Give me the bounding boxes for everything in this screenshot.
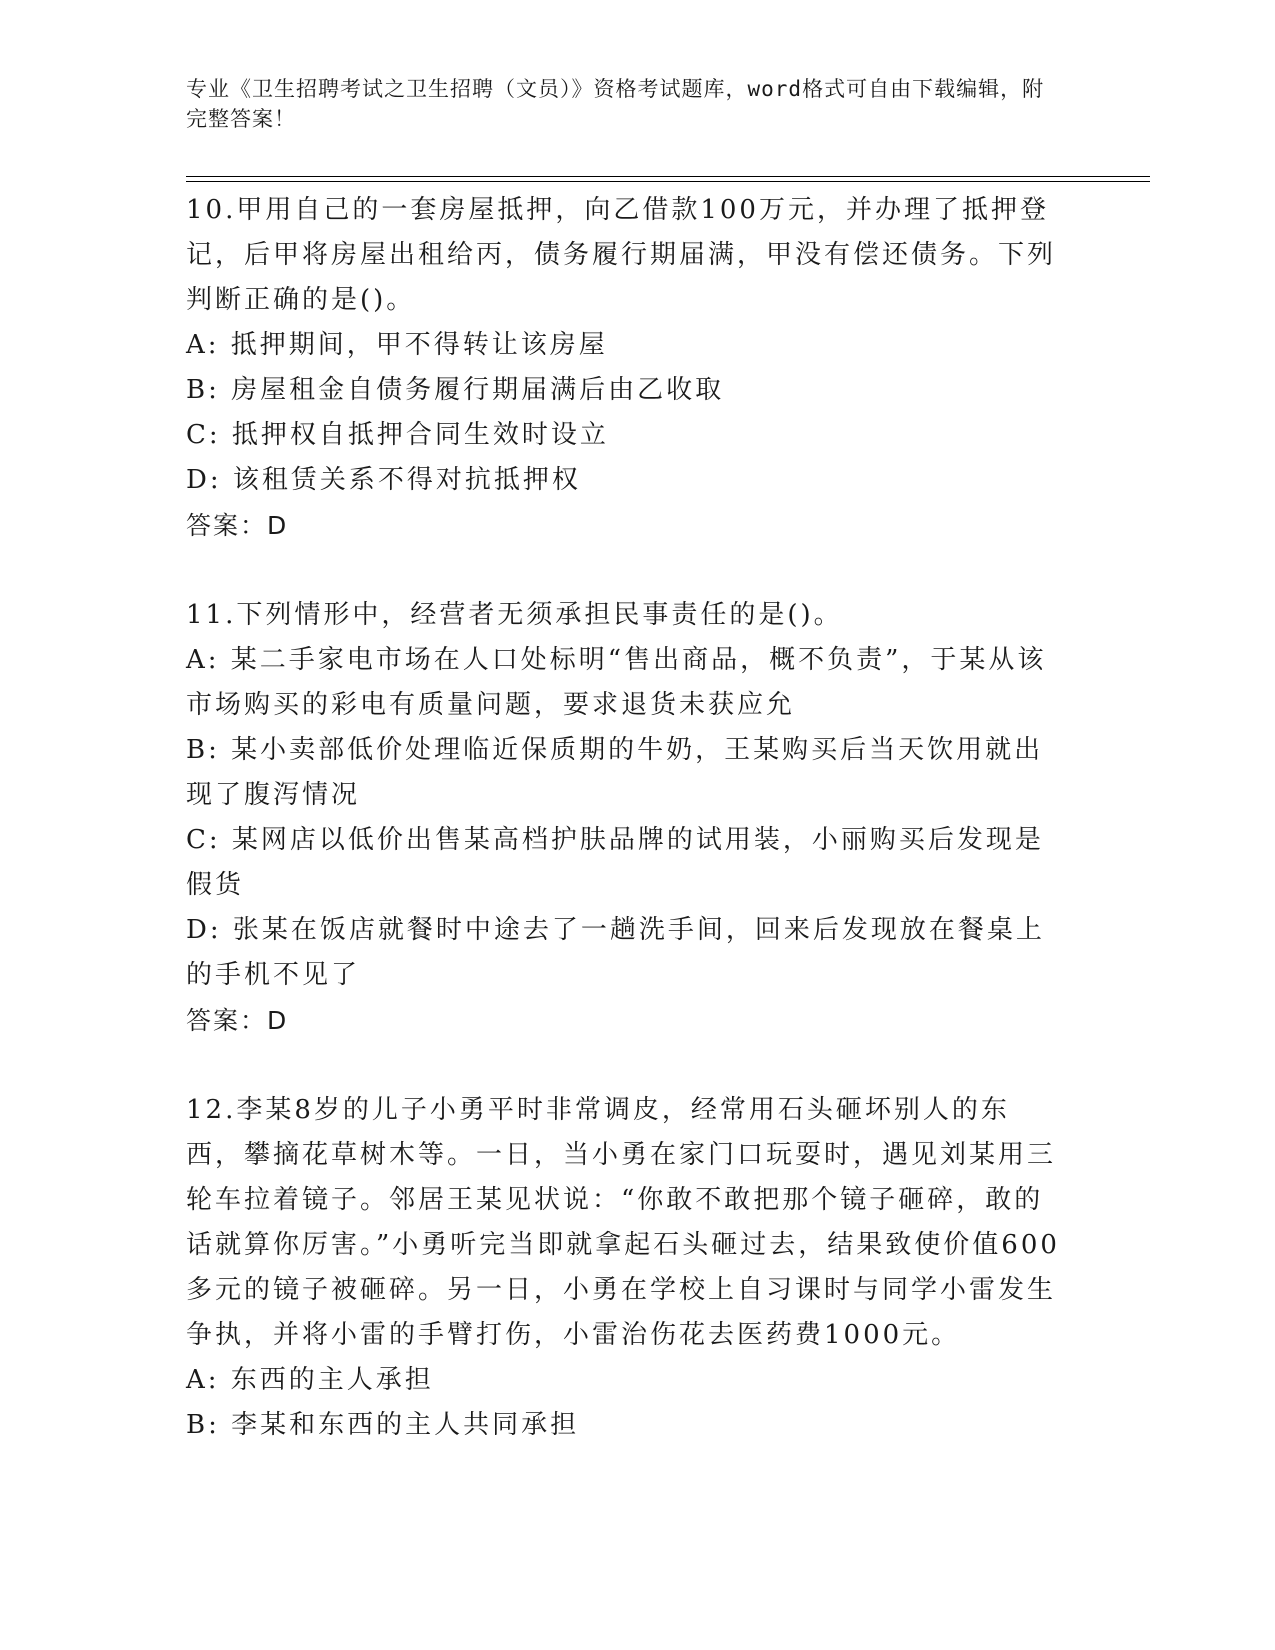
answer-line: 答案：D (186, 511, 289, 540)
option-a: A: 东西的主人承担 (186, 1365, 434, 1395)
option-a: A: 某二手家电市场在人口处标明“售出商品，概不负责”，于某从该市场购买的彩电有质量问题，要求退货未获应允 (186, 645, 1047, 720)
option-c: C: 抵押权自抵押合同生效时设立 (186, 420, 609, 450)
question-text: 12.李某8岁的儿子小勇平时非常调皮，经常用石头砸坏别人的东西，攀摘花草树木等。一日，当小勇在家门口玩耍时，遇见刘某用三轮车拉着镜子。邻居王某见状说：“你敢不敢把那个镜子砸碎，敢的话就算你厉害。”小勇听完当即就拿起石头砸过去，结果致使价值600多元的镜子被砸碎。另一日，小勇在学校上自习课时与同学小雷发生争执，并将小雷的手臂打伤，小雷治伤花去医药费1000元。 (186, 1095, 1060, 1350)
question-list (186, 188, 1066, 1448)
question-10 (186, 188, 1066, 548)
question-spacer (186, 548, 1066, 593)
question-text: 11.下列情形中，经营者无须承担民事责任的是()。 (186, 600, 843, 630)
header-divider-top (186, 176, 1150, 177)
question-11 (186, 593, 1066, 1043)
option-d: D: 张某在饭店就餐时中途去了一趟洗手间，回来后发现放在餐桌上的手机不见了 (186, 915, 1045, 990)
answer-line: 答案：D (186, 1006, 289, 1035)
question-12 (186, 1088, 1066, 1448)
option-b: B: 某小卖部低价处理临近保质期的牛奶，王某购买后当天饮用就出现了腹泻情况 (186, 735, 1044, 810)
option-b: B: 李某和东西的主人共同承担 (186, 1410, 580, 1440)
option-c: C: 某网店以低价出售某高档护肤品牌的试用装，小丽购买后发现是假货 (186, 825, 1044, 900)
option-b: B: 房屋租金自债务履行期届满后由乙收取 (186, 375, 725, 405)
option-d: D: 该租赁关系不得对抗抵押权 (186, 465, 581, 495)
question-text: 10.甲用自己的一套房屋抵押，向乙借款100万元，并办理了抵押登记，后甲将房屋出租给丙，债务履行期届满，甲没有偿还债务。下列判断正确的是()。 (186, 195, 1057, 315)
document-header: 专业《卫生招聘考试之卫生招聘（文员）》资格考试题库，word格式可自由下载编辑，附完整答案！ (186, 77, 1045, 131)
question-spacer (186, 1043, 1066, 1088)
header-divider-bottom (186, 181, 1150, 182)
option-a: A: 抵押期间，甲不得转让该房屋 (186, 330, 608, 360)
